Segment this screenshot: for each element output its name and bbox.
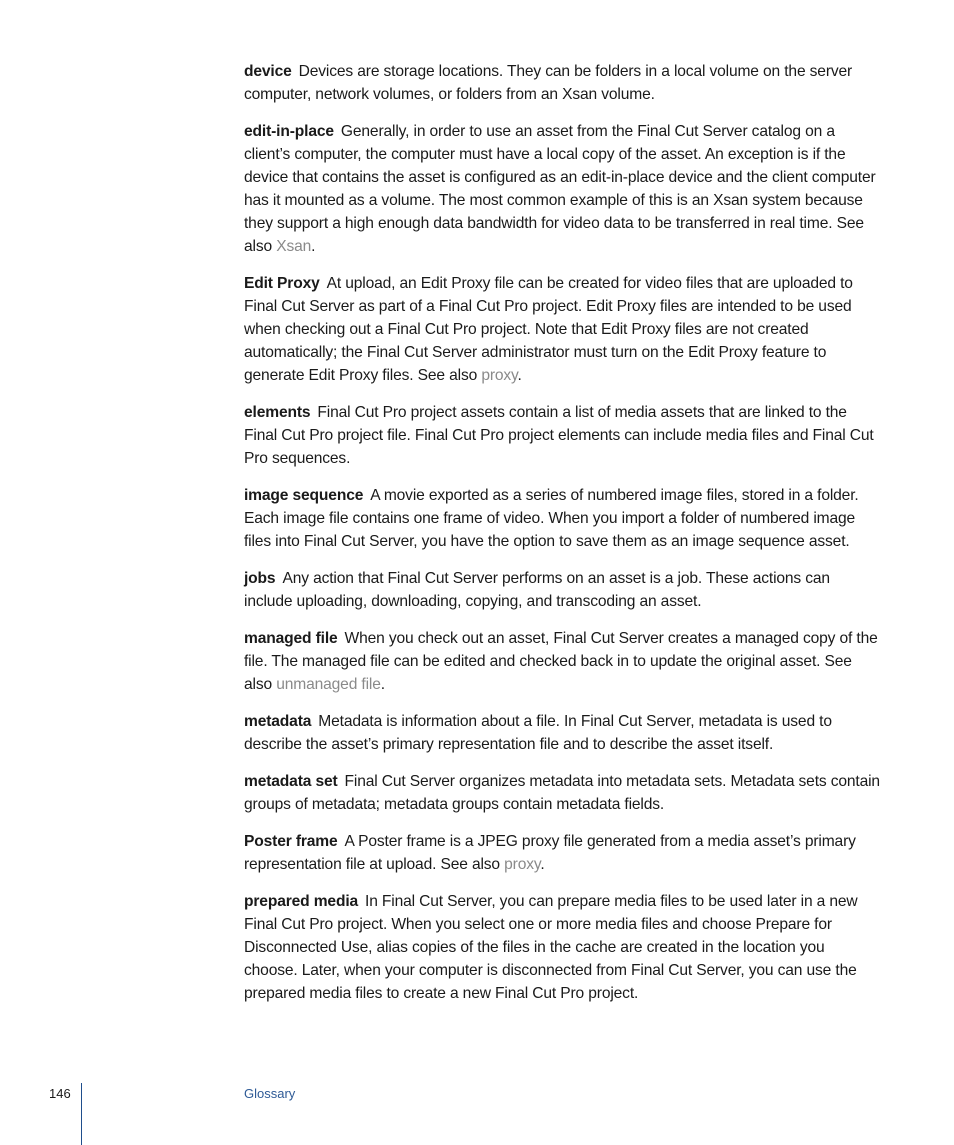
glossary-entry-metadata-set — [244, 770, 880, 816]
cross-reference-link[interactable]: Xsan — [276, 238, 312, 255]
glossary-entry-jobs — [244, 567, 880, 613]
glossary-term: edit-in-place — [244, 123, 334, 140]
glossary-entry-edit-in-place — [244, 120, 880, 258]
glossary-definition: At upload, an Edit Proxy file can be created for video files that are uploaded to Final Cut Server as part of a Final Cut Pro project. Edit Proxy files are intended to be used when checking out a Final Cut Pro project. Note that Edit Proxy files are not created automatically; the Final Cut Server administrator must turn on the Edit Proxy feature to generate Edit Proxy files. See also — [244, 275, 853, 384]
glossary-entry-image-sequence — [244, 484, 880, 553]
glossary-entry-poster-frame — [244, 830, 880, 876]
glossary-definition: Metadata is information about a file. In Final Cut Server, metadata is used to describe the asset’s primary representation file and to describe the asset itself. — [244, 713, 832, 753]
sentence-end: . — [517, 367, 522, 384]
glossary-term: elements — [244, 404, 311, 421]
glossary-entry-device — [244, 60, 880, 106]
glossary-definition: Generally, in order to use an asset from the Final Cut Server catalog on a client’s computer, the computer must have a local copy of the asset. An exception is if the device that contains the asset is configured as an edit-in-place device and the client computer has it mounted as a volume. The most common example of this is an Xsan system because they support a high enough data bandwidth for video data to be transferred in real time. See also — [244, 123, 876, 255]
cross-reference-link[interactable]: proxy — [481, 367, 518, 384]
cross-reference-link[interactable]: unmanaged file — [276, 676, 381, 693]
glossary-definition: A Poster frame is a JPEG proxy file generated from a media asset’s primary representation file at upload. See also — [244, 833, 856, 873]
sentence-end: . — [540, 856, 545, 873]
glossary-term: metadata set — [244, 773, 338, 790]
glossary-entry-managed-file — [244, 627, 880, 696]
glossary-definition: When you check out an asset, Final Cut Server creates a managed copy of the file. The managed file can be edited and checked back in to update the original asset. See also — [244, 630, 878, 693]
glossary-entry-metadata — [244, 710, 880, 756]
glossary-definition: In Final Cut Server, you can prepare media files to be used later in a new Final Cut Pro project. When you select one or more media files and choose Prepare for Disconnected Use, alias copies of the files in the cache are created in the location you choose. Later, when your computer is disconnected from Final Cut Server, you can use the prepared media files to create a new Final Cut Pro project. — [244, 893, 858, 1002]
glossary-definition: Devices are storage locations. They can be folders in a local volume on the server computer, network volumes, or folders from an Xsan volume. — [244, 63, 853, 103]
page-number: 146 — [49, 1086, 71, 1101]
glossary-content — [244, 60, 880, 1019]
glossary-definition: Final Cut Server organizes metadata into metadata sets. Metadata sets contain groups of metadata; metadata groups contain metadata fields. — [244, 773, 880, 813]
glossary-term: managed file — [244, 630, 338, 647]
glossary-term: metadata — [244, 713, 312, 730]
glossary-definition: Any action that Final Cut Server performs on an asset is a job. These actions can include uploading, downloading, copying, and transcoding an asset. — [244, 570, 830, 610]
sentence-end: . — [380, 676, 385, 693]
glossary-term: device — [244, 63, 292, 80]
footer-divider — [81, 1083, 82, 1145]
glossary-term: image sequence — [244, 487, 364, 504]
glossary-definition: A movie exported as a series of numbered image files, stored in a folder. Each image file contains one frame of video. When you import a folder of numbered image files into Final Cut Server, you have the option to save them as an image sequence asset. — [244, 487, 859, 550]
glossary-definition: Final Cut Pro project assets contain a list of media assets that are linked to the Final Cut Pro project file. Final Cut Pro project elements can include media files and Final Cut Pro sequences. — [244, 404, 874, 467]
glossary-term: Edit Proxy — [244, 275, 320, 292]
glossary-entry-elements — [244, 401, 880, 470]
sentence-end: . — [311, 238, 316, 255]
footer-section-name: Glossary — [244, 1086, 296, 1101]
glossary-entry-edit-proxy — [244, 272, 880, 387]
glossary-term: prepared media — [244, 893, 359, 910]
cross-reference-link[interactable]: proxy — [504, 856, 541, 873]
glossary-entry-prepared-media — [244, 890, 880, 1005]
glossary-term: jobs — [244, 570, 276, 587]
glossary-term: Poster frame — [244, 833, 338, 850]
